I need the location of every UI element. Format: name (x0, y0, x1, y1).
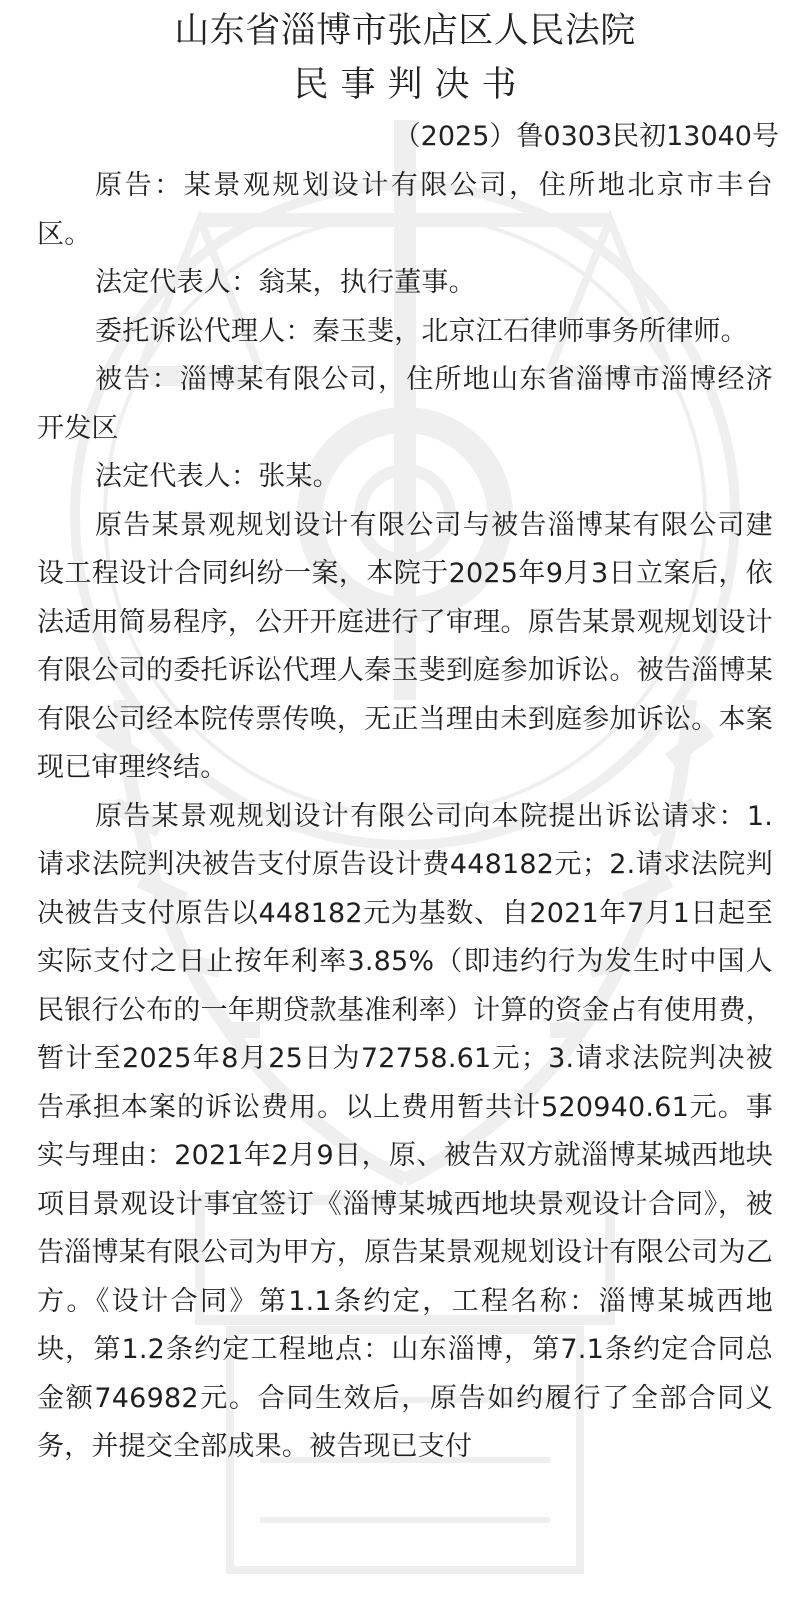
court-name: 山东省淄博市张店区人民法院 (174, 11, 636, 51)
defendant-legal-representative: 法定代表人：张某。 (95, 461, 340, 492)
document-type-title: 民事判决书 (293, 65, 529, 105)
defendant-paragraph: 被告：淄博某有限公司，住所地山东省淄博市淄博经济开发区 (37, 364, 773, 444)
plaintiff-legal-representative: 法定代表人：翁某，执行董事。 (95, 267, 476, 298)
case-number: （2025）鲁0303民初13040号 (393, 121, 779, 152)
case-procedure-paragraph: 原告某景观规划设计有限公司与被告淄博某有限公司建设工程设计合同纠纷一案，本院于2025年9月3日立案后，依法适用简易程序，公开开庭进行了审理。原告某景观规划设计有限公司的委托诉讼代理人秦玉斐到庭参加诉讼。被告淄博某有限公司经本院传票传唤，无正当理由未到庭参加诉讼。本案现已审理终结。 (37, 509, 773, 783)
plaintiff-paragraph: 原告：某景观规划设计有限公司，住所地北京市丰台区。 (37, 170, 773, 250)
judgment-document (0, 4, 801, 1472)
claims-paragraph: 原告某景观规划设计有限公司向本院提出诉讼请求：1.请求法院判决被告支付原告设计费448182元；2.请求法院判决被告支付原告以448182元为基数、自2021年7月1日起至实际支付之日止按年利率3.85%（即违约行为发生时中国人民银行公布的一年期贷款基准利率）计算的资金占有使用费，暂计至2025年8月25日为72758.61元；3.请求法院判决被告承担本案的诉讼费用。以上费用暂共计520940.61元。事实与理由：2021年2月9日，原、被告双方就淄博某城西地块项目景观设计事宜签订《淄博某城西地块景观设计合同》，被告淄博某有限公司为甲方，原告某景观规划设计有限公司为乙方。《设计合同》第1.1条约定，工程名称：淄博某城西地块，第1.2条约定工程地点：山东淄博，第7.1条约定合同总金额746982元。合同生效后，原告如约履行了全部合同义务，并提交全部成果。被告现已支付 (37, 800, 773, 1462)
plaintiff-agent: 委托诉讼代理人：秦玉斐，北京江石律师事务所律师。 (95, 315, 748, 347)
